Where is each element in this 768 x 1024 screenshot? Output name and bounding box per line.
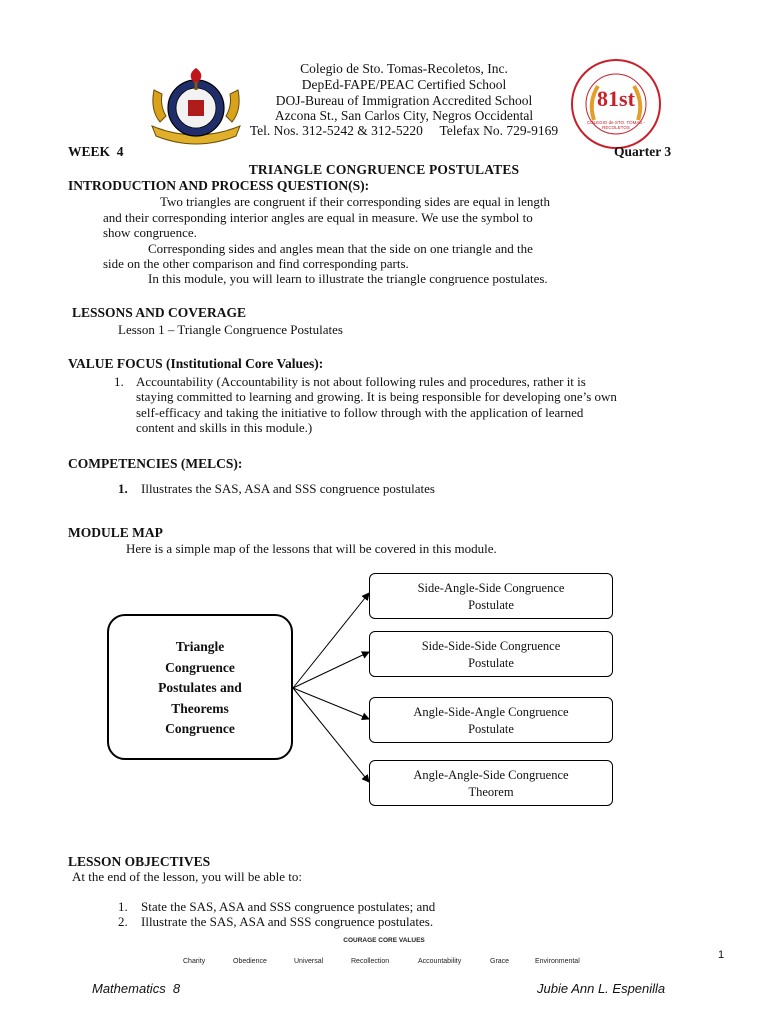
competencies-heading: COMPETENCIES (MELCS): <box>68 456 243 471</box>
school-certification: DepEd-FAPE/PEAC Certified School <box>301 77 507 92</box>
school-address: Azcona St., San Carlos City, Negros Occidental <box>274 108 534 123</box>
value-text-line: staying committed to learning and growing. It is being responsible for developing one’s own <box>136 389 617 404</box>
map-box-line: Angle-Side-Angle Congruence <box>413 705 569 719</box>
map-box-line: Postulate <box>468 656 514 670</box>
seal-number: 81st <box>597 86 635 111</box>
intro-paragraph-line: show congruence. <box>103 225 197 240</box>
map-box-line: Side-Angle-Side Congruence <box>417 581 565 595</box>
value-text-line: Accountability (Accountability is not about following rules and procedures, rather it is <box>136 374 586 389</box>
value-number: 1. <box>114 374 124 389</box>
intro-paragraph-line: Two triangles are congruent if their corresponding sides are equal in length <box>160 194 551 209</box>
school-accreditation: DOJ-Bureau of Immigration Accredited School <box>275 93 533 108</box>
center-line: Triangle <box>175 639 225 654</box>
core-value-item: Charity <box>183 958 206 965</box>
core-value-item: Accountability <box>418 958 462 965</box>
map-box-aas <box>369 760 613 806</box>
core-value-item: Grace <box>490 958 510 965</box>
page-number: 1 <box>718 949 725 961</box>
quarter-label: Quarter 3 <box>614 144 672 159</box>
map-box-sss <box>369 631 613 677</box>
intro-heading: INTRODUCTION AND PROCESS QUESTION(S): <box>68 178 370 193</box>
map-box-asa <box>369 697 613 743</box>
objectives-heading: LESSON OBJECTIVES <box>68 854 211 869</box>
map-box-line: Postulate <box>468 722 514 736</box>
arrow-to-asa <box>293 688 369 719</box>
map-box-line: Theorem <box>468 785 514 799</box>
footer-author: Jubie Ann L. Espenilla <box>537 981 666 996</box>
intro-paragraph-line: and their corresponding interior angles are equal in measure. We use the symbol to <box>103 210 533 225</box>
map-box-sas <box>369 573 613 619</box>
objective-number: 1. <box>118 899 128 914</box>
map-box-line: Angle-Angle-Side Congruence <box>413 768 569 782</box>
competency-item: Illustrates the SAS, ASA and SSS congruence postulates <box>141 481 435 496</box>
center-line: Postulates and <box>158 680 242 695</box>
core-value-item: Obedience <box>233 958 267 965</box>
objective-item: State the SAS, ASA and SSS congruence postulates; and <box>141 899 436 914</box>
center-line: Congruence <box>165 721 235 736</box>
map-box-line: Side-Side-Side Congruence <box>421 639 561 653</box>
center-line: Theorems <box>171 700 229 716</box>
arrow-to-aas <box>293 688 369 782</box>
value-focus-heading: VALUE FOCUS (Institutional Core Values): <box>68 356 324 371</box>
objectives-intro: At the end of the lesson, you will be able to: <box>72 869 302 884</box>
page-title: TRIANGLE CONGRUENCE POSTULATES <box>248 162 520 177</box>
core-values-heading: COURAGE CORE VALUES <box>343 937 425 944</box>
intro-paragraph-line: side on the other comparison and find corresponding parts. <box>103 256 409 271</box>
map-box-line: Postulate <box>468 598 514 612</box>
objective-item: Illustrate the SAS, ASA and SSS congruence postulates. <box>141 914 434 929</box>
school-name: Colegio de Sto. Tomas-Recoletos, Inc. <box>300 61 508 76</box>
lesson-item: Lesson 1 – Triangle Congruence Postulates <box>118 322 343 337</box>
intro-paragraph-line: In this module, you will learn to illustrate the triangle congruence postulates. <box>148 271 548 286</box>
week-label: WEEK 4 <box>68 144 124 159</box>
school-contact: Tel. Nos. 312-5242 & 312-5220 Telefax No. 729-9169 <box>249 123 559 138</box>
core-value-item: Recollection <box>351 958 390 965</box>
module-map-heading: MODULE MAP <box>68 525 163 540</box>
objective-number: 2. <box>118 914 128 929</box>
intro-paragraph-line: Corresponding sides and angles mean that the side on one triangle and the <box>148 241 533 256</box>
arrow-to-sss <box>293 652 369 688</box>
value-text-line: content and skills in this module.) <box>136 420 313 435</box>
module-map-center-box <box>107 614 293 760</box>
arrow-to-sas <box>293 593 369 688</box>
seal-text: COLEGIO de STO. TOMAS - RECOLETOS <box>586 120 646 130</box>
core-value-item: Environmental <box>535 958 580 965</box>
competency-number: 1. <box>118 481 128 496</box>
module-map-intro: Here is a simple map of the lessons that will be covered in this module. <box>126 541 497 556</box>
center-line: Congruence <box>165 659 235 675</box>
lessons-heading: LESSONS AND COVERAGE <box>72 305 247 320</box>
value-text-line: self-efficacy and taking the initiative to follow through with the application of learned <box>136 405 584 420</box>
footer-subject: Mathematics 8 <box>92 981 181 996</box>
core-value-item: Universal <box>294 958 324 965</box>
